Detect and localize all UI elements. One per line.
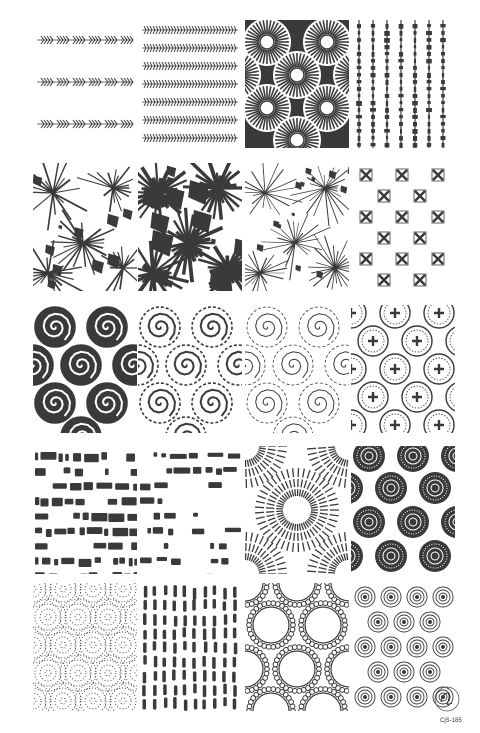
pattern-tile-dotted-ring-medallions	[351, 446, 455, 574]
pattern-tile-tie-dye-fine	[245, 163, 349, 291]
pattern-tile-arrow-leaves-sparse	[33, 20, 137, 148]
pattern-tile-kaleidoscope-rings	[245, 446, 349, 574]
pattern-tile-brush-stripes-light	[138, 446, 242, 574]
pattern-tile-beaded-circle-lattice	[245, 583, 349, 711]
plate-code: CjS-185	[440, 718, 462, 724]
pattern-tile-dotted-circles-overlap	[33, 583, 137, 711]
pattern-tile-batik-sunburst-circles	[245, 20, 349, 148]
pattern-tile-dash-marks	[138, 583, 242, 711]
pattern-tile-cross-motifs	[351, 163, 455, 291]
pattern-tile-swirl-rosettes-solid	[33, 305, 137, 433]
pattern-tile-arrow-leaves-dense	[138, 20, 242, 148]
pattern-tile-tie-dye-sparse	[33, 163, 137, 291]
signature-logo	[432, 684, 462, 714]
pattern-tile-mandala-medallions	[351, 305, 455, 433]
pattern-tile-tie-dye-bold	[138, 163, 242, 291]
pattern-tile-swirl-rosettes-outline	[138, 305, 242, 433]
pattern-tile-vertical-beaded-strands	[351, 20, 455, 148]
pattern-tile-brush-stripes-heavy	[33, 446, 137, 574]
pattern-tile-swirl-rosettes-light	[245, 305, 349, 433]
